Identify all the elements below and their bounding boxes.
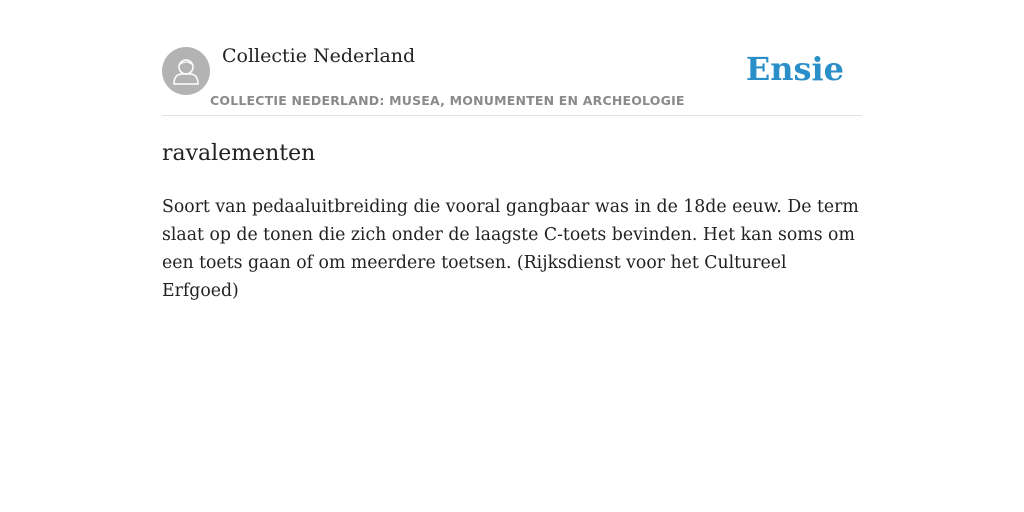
author-name[interactable]: Collectie Nederland	[222, 45, 416, 67]
article-body: Soort van pedaaluitbreiding die vooral gangbaar was in de 18de eeuw. De term slaat op de tonen die zich onder de laagste C-toets bevinden. Het kan soms om een toets gaan of om meerdere toetsen. (Rijksdienst voor het Cultureel Erfgoed)	[162, 197, 859, 301]
author-subtitle: COLLECTIE NEDERLAND: MUSEA, MONUMENTEN EN ARCHEOLOGIE	[210, 93, 685, 108]
page-title: ravalementen	[162, 141, 316, 166]
page-header	[162, 0, 862, 116]
avatar[interactable]	[162, 47, 210, 95]
user-icon	[162, 47, 210, 95]
page-content	[162, 0, 862, 301]
brand-logo[interactable]: Ensie	[745, 50, 844, 88]
